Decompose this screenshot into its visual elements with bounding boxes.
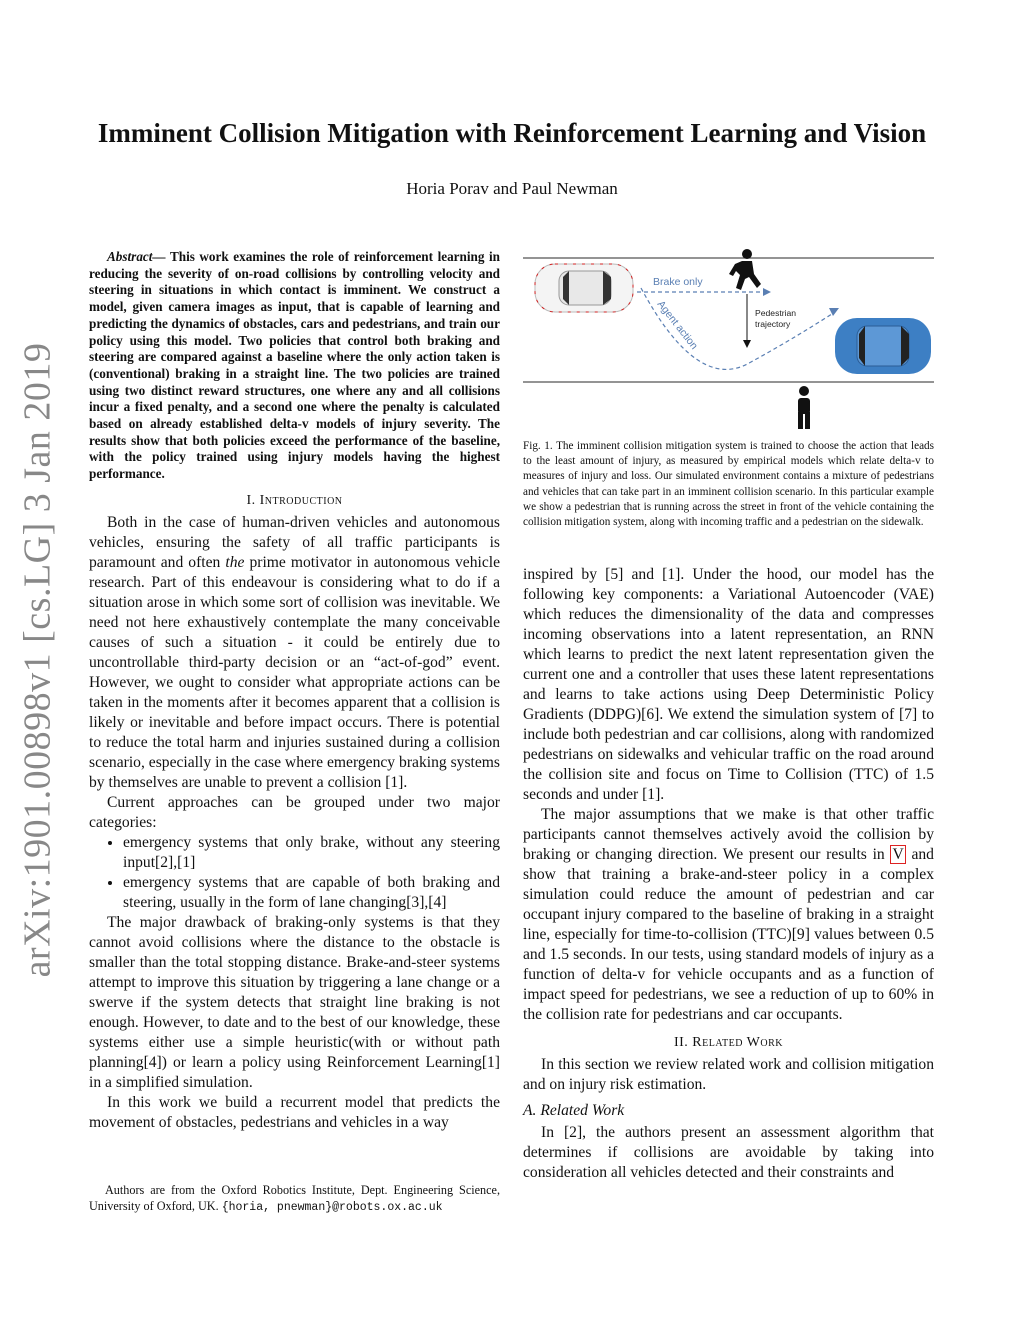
paper-title: Imminent Collision Mitigation with Reinforcement Learning and Vision: [97, 118, 927, 148]
figure-1-caption: Fig. 1. The imminent collision mitigation system is trained to choose the action that leads to the least amount of injury, as measured by empirical models which relate delta-v to measures of injury and loss. Our simulated environment contains a mixture of pedestrians and vehicles that can take part in an imminent collision scenario. In this particular example we show a pedestrian that is running across the street in front of the vehicle containing the collision mitigation system, along with incoming traffic and a pedestrian on the sidewalk.: [523, 440, 934, 529]
paper-authors: Horia Porav and Paul Newman: [406, 179, 618, 198]
intro-paragraph-6: [523, 805, 934, 1025]
intro-p1-text-b: prime motivator in autonomous vehicle research. Part of this endeavour is considering what to do if a situation arose in which some sort of collision was inevitable. We need not here exhaustively contemplate the many conceivable causes of such a situation - it could be entirely due to uncontrollable third-party decision or an “act-of-god” event. However, we ought to consider what appropriate actions can be taken in the moments after it becomes apparent that a collision is likely or inevitable and before impact occurs. There is potential to reduce the total harm and injuries sustained during a collision scenario, especially in the case where emergency braking systems by themselves are unable to prevent a collision [1].: [89, 553, 500, 791]
arxiv-identifier: arXiv:1901.00898v1 [cs.LG] 3 Jan 2019: [16, 342, 59, 978]
right-column: [523, 565, 934, 1183]
standing-pedestrian-icon: [798, 386, 810, 429]
label-brake-only: Brake only: [653, 276, 703, 288]
footnote-text: Authors are from the Oxford Robotics Institute, Dept. Engineering Science, University of Oxford, UK.: [89, 1183, 500, 1213]
label-agent-action: Agent action: [654, 298, 701, 352]
author-footnote: [89, 1182, 500, 1216]
intro-paragraph-3: The major drawback of braking-only systems is that they cannot avoid collisions where the distance to the obstacle is smaller than the total stopping distance. Brake-and-steer systems attempt to improve this situation by triggering a lane change or a swerve if the system detects that straight line braking is not enough. However, to date and to the best of our knowledge, these systems either use a simple heuristic(with or without path planning[4]) or learn a policy using Reinforcement Learning[1] in a simplified simulation.: [89, 913, 500, 1091]
section-reference-link[interactable]: V: [892, 846, 904, 863]
arxiv-sidebar-stamp: [12, 342, 62, 978]
subsection-heading-related-work: A. Related Work: [523, 1102, 625, 1119]
list-item: • emergency systems that are capable of both braking and steering, usually in the form of lane changing[3],[4]: [123, 873, 500, 913]
related-paragraph-1: In this section we review related work and collision mitigation and on injury risk estimation.: [523, 1056, 934, 1093]
intro-paragraph-1: [89, 513, 500, 793]
section-heading-related-work: II. Related Work: [673, 1035, 783, 1050]
abstract-label: Abstract—: [107, 249, 166, 264]
related-paragraph-2: In [2], the authors present an assessment algorithm that determines if collisions are avoidable by taking into consideration all vehicles detected and their constraints and: [523, 1124, 934, 1181]
brake-arrowhead: [763, 288, 771, 296]
agent-action-trajectory: [641, 288, 835, 369]
intro-paragraph-2: Current approaches can be grouped under two major categories:: [89, 793, 500, 831]
intro-p6-text-b: and show that training a brake-and-steer policy in a complex simulation could reduce the amount of pedestrian and car occupant injury compared to the baseline of braking in a straight line, especially for time-to-collision (TTC)[9] values between 0.5 and 1.5 seconds. In our tests, using standard models of injury as a function of delta-v for vehicle occupants and as a function of impact speed for pedestrians, we see a reduction of up to 60% in the collision rate for pedestrians and car occupants.: [523, 846, 934, 1023]
intro-p1-emphasis: the: [225, 553, 245, 571]
footnote-email: {horia, pnewman}@robots.ox.ac.uk: [221, 1201, 443, 1214]
running-pedestrian-icon: [729, 249, 761, 290]
abstract: [89, 249, 500, 483]
left-column: [89, 249, 500, 1133]
section-heading-introduction: I. Introduction: [246, 492, 343, 508]
oncoming-car-icon: [835, 318, 931, 374]
label-pedestrian-1: Pedestrian: [755, 308, 797, 318]
figure-1-diagram: [523, 244, 934, 434]
intro-paragraph-5: inspired by [5] and [1]. Under the hood, our model has the following key components: a Variational Autoencoder (VAE) which reduces the dimensionality of the data and compresses incoming observations into a latent representation, an RNN which learns to predict the next latent representation given the current one and a controller that uses these latent representations and learns to take actions using Deep Deterministic Policy Gradients (DDPG)[6]. We extend the simulation system of [7] to include both pedestrian and car collisions, along with randomized pedestrians on sidewalks and vehicular traffic on the road around the collision site and focus on Time to Collision (TTC) of 1.5 seconds and under [1].: [523, 566, 934, 803]
list-item: • emergency systems that only brake, without any steering input[2],[1]: [123, 833, 500, 873]
intro-bullet-list: [89, 833, 500, 913]
label-pedestrian-2: trajectory: [755, 319, 791, 329]
intro-p6-text-a: The major assumptions that we make is that other traffic participants cannot themselves actively avoid the collision by braking or changing direction. We present our results in: [523, 806, 934, 863]
abstract-text: This work examines the role of reinforcement learning in reducing the severity of on-road collisions by controlling velocity and steering in situations in which contact is imminent. We construct a model, given camera images as input, that is capable of learning and predicting the dynamics of obstacles, cars and pedestrians, and train our policy using this model. Two policies that control both braking and steering are compared against a baseline where the only action taken is (conventional) braking in a straight line. The two policies are trained using two distinct reward structures, one where any and all collisions incur a fixed penalty, and a second one where the penalty is calculated based on already established delta-v models of injury severity. The results show that both policies exceed the performance of the baseline, with the policy trained using injury models having the highest performance.: [89, 249, 500, 482]
pedestrian-arrowhead: [743, 340, 751, 348]
intro-paragraph-4: In this work we build a recurrent model that predicts the movement of obstacles, pedestrians and vehicles in a way: [89, 1093, 500, 1131]
intro-p1-text-a: Both in the case of human-driven vehicles and autonomous vehicles, ensuring the safety of all traffic participants is paramount and often: [89, 513, 500, 571]
ego-car-icon: [535, 264, 633, 312]
